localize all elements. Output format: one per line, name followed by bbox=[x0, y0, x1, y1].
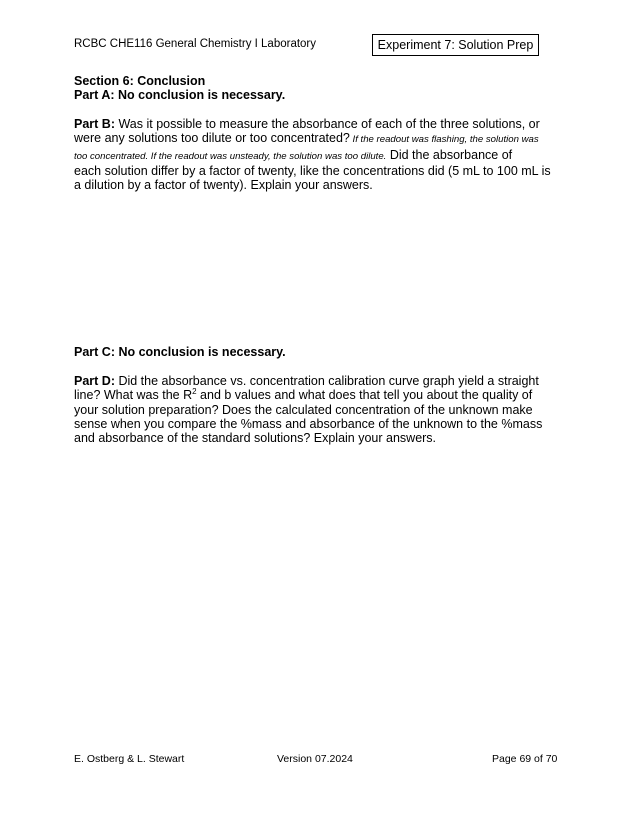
part-b-text-3: Did the absorbance of bbox=[386, 147, 513, 162]
part-d-text-1: Did the absorbance vs. concentration calibration curve graph yield a straight bbox=[114, 374, 539, 388]
r-squared-superscript: 2 bbox=[192, 387, 197, 397]
part-b-label: Part B: bbox=[74, 117, 115, 131]
part-d-paragraph bbox=[74, 374, 560, 445]
part-b-text-2: were any solutions too dilute or too concentrated? bbox=[74, 131, 350, 146]
course-header: RCBC CHE116 General Chemistry I Laboratory bbox=[74, 38, 317, 50]
part-b-line-5: a dilution by a factor of twenty). Explain your answers. bbox=[74, 178, 373, 193]
footer-version: Version 07.2024 bbox=[277, 753, 353, 765]
experiment-title-box: Experiment 7: Solution Prep bbox=[372, 34, 539, 56]
part-a-heading: Part A: No conclusion is necessary. bbox=[74, 88, 286, 103]
part-c-heading: Part C: No conclusion is necessary. bbox=[74, 345, 286, 359]
part-d-text-2a: line? What was the R bbox=[74, 388, 193, 403]
part-b-line-1 bbox=[74, 117, 560, 131]
part-b-line-2 bbox=[74, 131, 560, 147]
part-b-text-1: Was it possible to measure the absorbance of each of the three solutions, or bbox=[114, 117, 540, 131]
part-d-line-4: sense when you compare the %mass and absorbance of the unknown to the %mass bbox=[74, 416, 543, 431]
section-heading bbox=[74, 74, 560, 103]
footer-page-number: Page 69 of 70 bbox=[492, 753, 558, 765]
part-d-line-2 bbox=[74, 388, 560, 402]
part-b-line-4: each solution differ by a factor of twenty, like the concentrations did (5 mL to 100 mL is bbox=[74, 163, 551, 178]
part-d-line-1 bbox=[74, 374, 560, 388]
part-d-line-5: and absorbance of the standard solutions? Explain your answers. bbox=[74, 431, 437, 446]
part-d-label: Part D: bbox=[74, 374, 115, 388]
part-d-text-2b: and b values and what does that tell you about the quality of bbox=[196, 388, 533, 403]
part-d-line-3: your solution preparation? Does the calculated concentration of the unknown make bbox=[74, 402, 533, 417]
part-b-note-1: If the readout was flashing, the solution was bbox=[349, 134, 539, 146]
section-title: Section 6: Conclusion bbox=[74, 74, 206, 88]
part-b-note-2: too concentrated. If the readout was unsteady, the solution was too dilute. bbox=[74, 150, 387, 162]
footer-authors: E. Ostberg & L. Stewart bbox=[74, 753, 185, 765]
part-b-paragraph bbox=[74, 117, 560, 192]
part-b-line-3 bbox=[74, 148, 560, 164]
